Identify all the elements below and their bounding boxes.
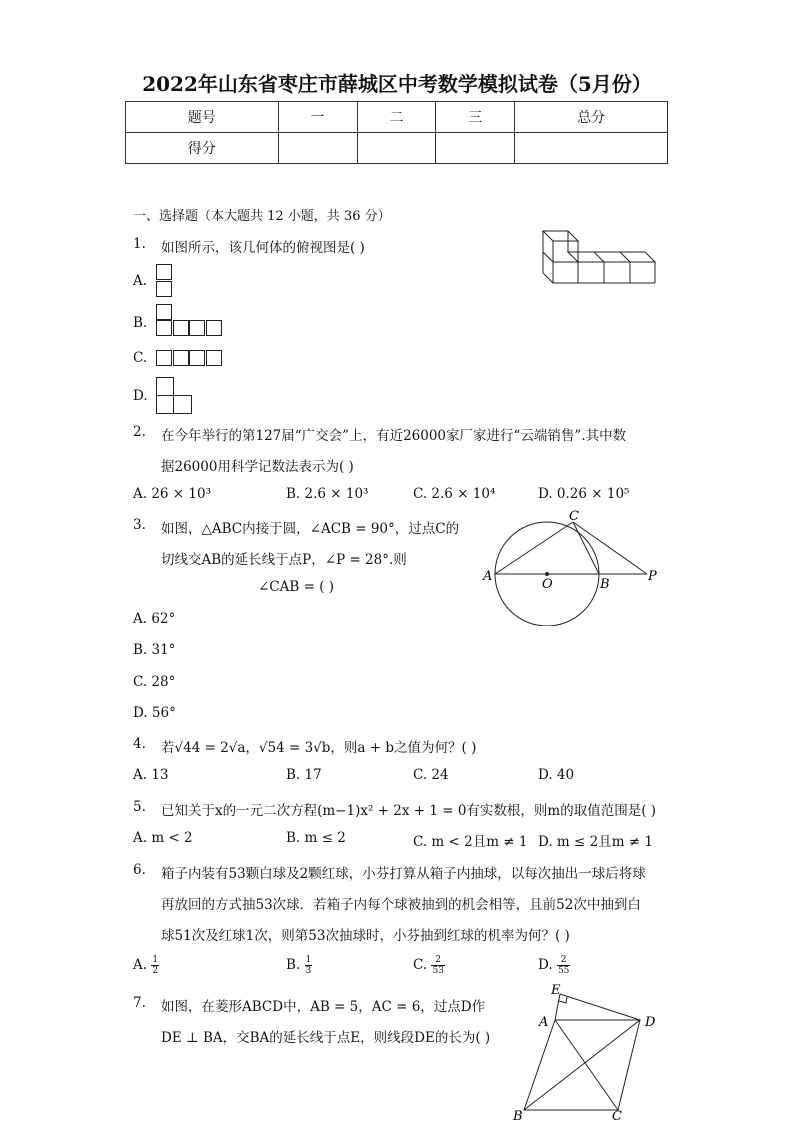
grid-cell: [156, 264, 172, 280]
question-number: 3.: [133, 517, 146, 533]
question-text: 若√44 = 2√a，√54 = 3√b，则a + b之值为何？( ): [161, 740, 477, 756]
score-cell[interactable]: [278, 133, 357, 164]
grid-cell: [189, 320, 205, 336]
fraction-numerator: 1: [305, 955, 312, 965]
option-label: B.: [286, 957, 301, 973]
fraction-numerator: 2: [431, 955, 444, 966]
grid-cell: [206, 350, 222, 366]
question-text: 如图，△ABC内接于圆，∠ACB = 90°，过点C的: [161, 521, 460, 537]
grid-cell: [173, 320, 189, 336]
option-d[interactable]: D. m ≤ 2且m ≠ 1: [538, 834, 653, 850]
option-label: B.: [133, 315, 148, 331]
fraction: [431, 955, 444, 976]
option-b[interactable]: B. 31°: [133, 642, 176, 658]
option-label: A.: [133, 957, 148, 973]
option-c[interactable]: C. 2.6 × 10⁴: [413, 486, 496, 502]
section-heading: 一、选择题（本大题共 12 小题，共 36 分）: [133, 209, 391, 224]
table-header: 一: [278, 102, 357, 133]
grid-cell: [173, 350, 189, 366]
question-number: 2.: [133, 424, 146, 440]
option-label: D.: [133, 388, 148, 404]
point-label: B: [600, 577, 610, 592]
question-text: 如图，在菱形ABCD中，AB = 5，AC = 6，过点D作: [161, 999, 486, 1015]
table-row-label: 得分: [126, 133, 279, 164]
option-b[interactable]: B. m ≤ 2: [286, 830, 346, 846]
grid-cell: [156, 281, 172, 297]
option-a[interactable]: A. 62°: [133, 611, 176, 627]
fraction-numerator: 2: [557, 955, 570, 966]
question-text: 已知关于x的一元二次方程(m−1)x² + 2x + 1 = 0有实数根，则m的取值范围是( ): [161, 803, 657, 819]
table-header: 二: [357, 102, 436, 133]
table-header: 题号: [126, 102, 279, 133]
option-label: C.: [133, 350, 148, 366]
q7-rhombus-figure: [508, 980, 668, 1122]
point-label: A: [539, 1015, 549, 1030]
option-label: D.: [538, 957, 553, 973]
option-c[interactable]: C. 28°: [133, 674, 176, 690]
score-cell[interactable]: [357, 133, 436, 164]
fraction: [305, 955, 313, 976]
grid-cell: [156, 304, 172, 320]
question-number: 7.: [133, 995, 146, 1011]
option-a[interactable]: [133, 955, 159, 976]
question-text: 切线交AB的延长线于点P，∠P = 28°.则: [161, 552, 407, 568]
point-label: P: [648, 569, 657, 584]
question-number: 1.: [133, 236, 146, 252]
question-text: DE ⊥ BA，交BA的延长线于点E，则线段DE的长为( ): [161, 1030, 491, 1046]
point-label: B: [513, 1109, 523, 1122]
question-text: 在今年举行的第127届“广交会”上，有近26000家厂家进行“云端销售”.其中数: [161, 428, 627, 444]
grid-cell: [189, 350, 205, 366]
option-d[interactable]: D. 40: [538, 767, 575, 783]
option-a[interactable]: A. 13: [133, 767, 169, 783]
question-text: 球51次及红球1次，则第53次抽球时，小芬抽到红球的机率为何？( ): [161, 928, 570, 944]
grid-cell: [206, 320, 222, 336]
option-c[interactable]: C. 24: [413, 767, 449, 783]
option-d[interactable]: D. 56°: [133, 705, 176, 721]
option-a[interactable]: A. m < 2: [133, 830, 193, 846]
point-label: O: [542, 577, 553, 592]
grid-cell: [156, 395, 174, 414]
grid-cell: [156, 350, 172, 366]
fraction-denominator: 2: [152, 966, 159, 976]
grid-cell: [156, 320, 172, 336]
point-label: D: [645, 1015, 656, 1030]
option-b[interactable]: [286, 955, 312, 976]
question-text: 如图所示，该几何体的俯视图是( ): [161, 240, 365, 256]
option-c[interactable]: C. m < 2且m ≠ 1: [413, 834, 528, 850]
question-text: 据26000用科学记数法表示为( ): [161, 459, 354, 475]
question-number: 6.: [133, 862, 146, 878]
question-number: 5.: [133, 799, 146, 815]
question-text: 再放回的方式抽53次球．若箱子内每个球被抽到的机会相等，且前52次中抽到白: [161, 897, 641, 913]
point-label: E: [551, 983, 561, 998]
fraction-numerator: 1: [152, 955, 159, 965]
point-label: A: [483, 569, 493, 584]
fraction: [151, 955, 159, 976]
grid-cell: [173, 395, 192, 414]
option-label: A.: [133, 273, 148, 289]
question-text: ∠CAB = ( ): [258, 579, 335, 595]
score-cell[interactable]: [436, 133, 515, 164]
fraction-denominator: 53: [432, 966, 444, 976]
option-d[interactable]: D. 0.26 × 10⁵: [538, 486, 630, 502]
score-cell[interactable]: [515, 133, 668, 164]
point-label: C: [569, 509, 579, 524]
option-a[interactable]: A. 26 × 10³: [133, 486, 211, 502]
table-header: 总分: [515, 102, 668, 133]
option-c[interactable]: [413, 955, 445, 976]
point-label: C: [612, 1109, 622, 1122]
score-table: [125, 101, 668, 164]
option-d[interactable]: [538, 955, 570, 976]
page-title: 2022年山东省枣庄市薛城区中考数学模拟试卷（5月份）: [142, 72, 652, 96]
q3-circle-figure: [478, 508, 668, 626]
q1-3d-figure: [540, 228, 660, 286]
table-row: [126, 133, 668, 164]
fraction: [557, 955, 570, 976]
grid-cell: [156, 377, 174, 396]
table-header: 三: [436, 102, 515, 133]
option-label: C.: [413, 957, 428, 973]
option-b[interactable]: B. 2.6 × 10³: [286, 486, 369, 502]
option-b[interactable]: B. 17: [286, 767, 322, 783]
fraction-denominator: 55: [557, 966, 570, 976]
fraction-denominator: 3: [305, 966, 312, 976]
question-number: 4.: [133, 736, 146, 752]
table-row: [126, 102, 668, 133]
question-text: 箱子内装有53颗白球及2颗红球，小芬打算从箱子内抽球，以每次抽出一球后将球: [161, 866, 646, 882]
